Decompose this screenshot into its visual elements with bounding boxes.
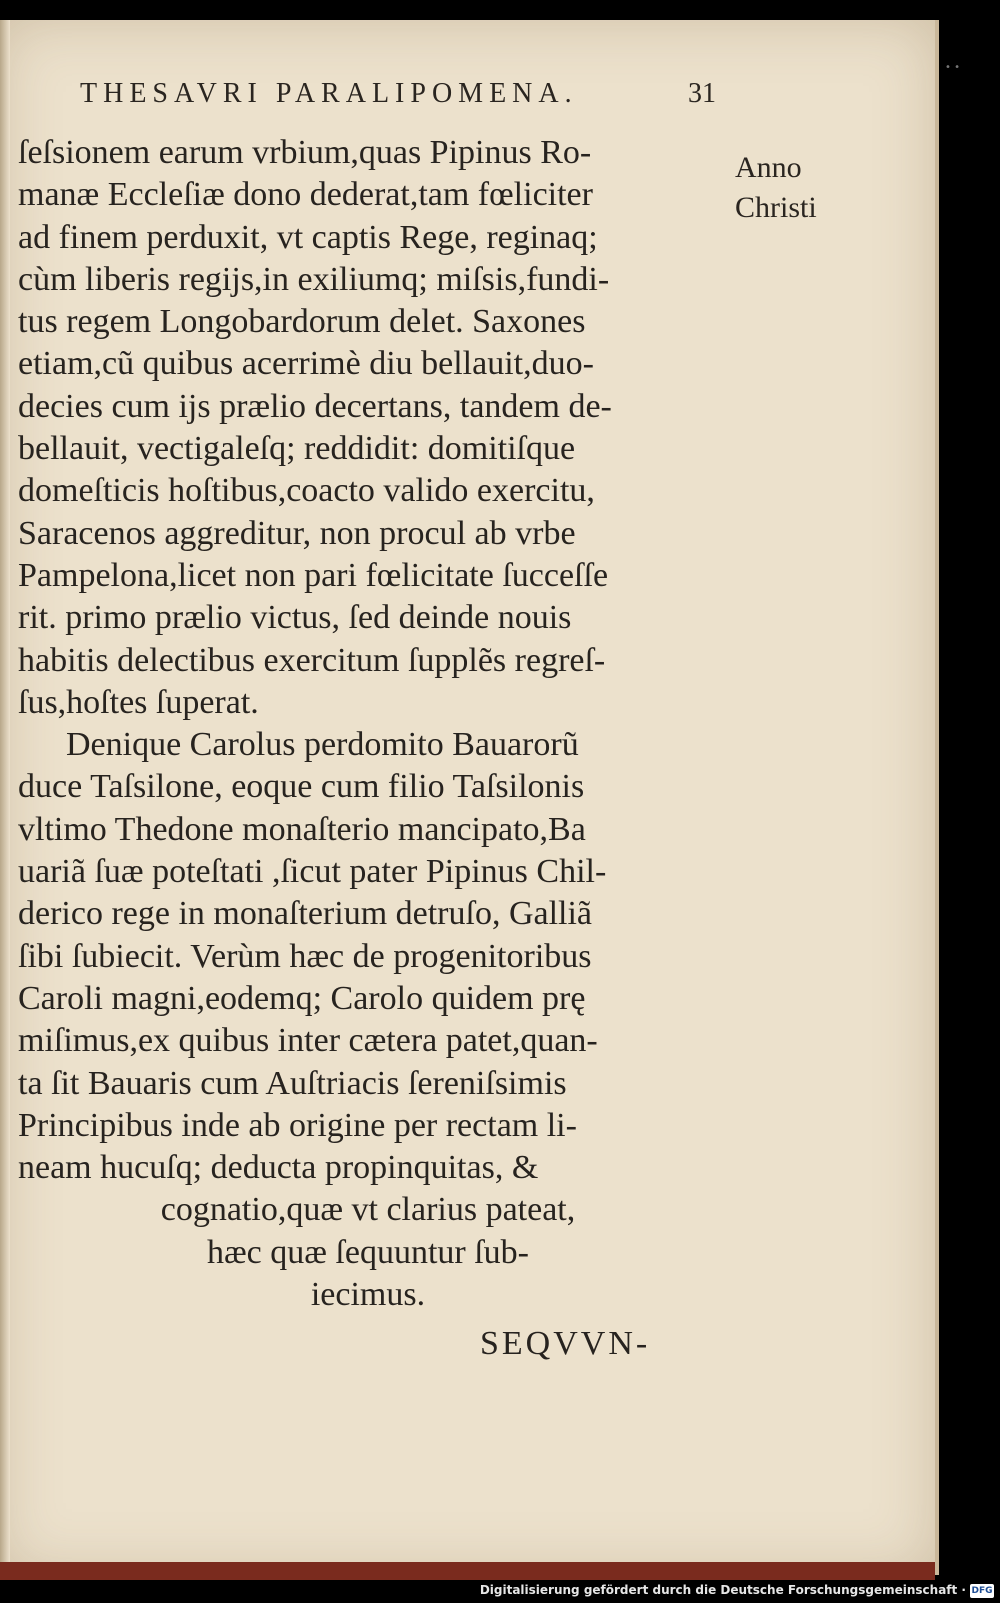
body-text <box>18 132 718 1316</box>
text-line: decies cum ijs prælio decertans, tandem de- <box>18 387 612 425</box>
text-line: vltimo Thedone monaſterio mancipato,Ba <box>18 810 586 848</box>
text-line: derico rege in monaſterium detruſo, Galliã <box>18 895 593 933</box>
margin-note <box>735 148 845 228</box>
text-line: ta ſit Bauaris cum Auſtriacis ſereniſsimis <box>18 1064 567 1102</box>
text-line: ſibi ſubiecit. Verùm hæc de progenitoribus <box>18 937 592 975</box>
digitization-credit: Digitalisierung gefördert durch die Deutsche Forschungsgemeinschaft · <box>479 1583 966 1597</box>
text-line: domeſticis hoſtibus,coacto valido exercitu, <box>18 472 595 510</box>
footer-bar <box>0 1580 1000 1603</box>
text-line: bellauit, vectigaleſq; reddidit: domitiſque <box>18 430 576 468</box>
text-line: ad finem perduxit, vt captis Rege, reginaq; <box>18 218 598 256</box>
text-line: Denique Carolus perdomito Bauarorũ <box>66 726 579 764</box>
page-spine-shadow <box>0 20 10 1575</box>
text-line: tus regem Longobardorum delet. Saxones <box>18 303 586 341</box>
text-line: cùm liberis regijs,in exiliumq; miſsis,fundi- <box>18 260 610 298</box>
text-line: habitis delectibus exercitum ſupplẽs regreſ- <box>18 641 606 679</box>
text-line: miſimus,ex quibus inter cætera patet,quan- <box>18 1022 598 1060</box>
scan-edge-marks: • • <box>945 62 960 73</box>
text-line: Saracenos aggreditur, non procul ab vrbe <box>18 514 576 552</box>
text-line: Caroli magni,eodemq; Carolo quidem prę <box>18 979 586 1017</box>
book-page <box>0 20 939 1575</box>
text-line: Principibus inde ab origine per rectam li- <box>18 1106 577 1144</box>
text-line: Pampelona,licet non pari fœlicitate ſucceſſe <box>18 556 609 594</box>
text-line: ſeſsionem earum vrbium,quas Pipinus Ro- <box>18 134 592 171</box>
running-head: THESAVRI PARALIPOMENA. <box>80 78 578 109</box>
text-line: iecimus. <box>310 1276 426 1314</box>
margin-note-line: Anno <box>735 151 802 184</box>
text-line: manæ Eccleſiæ dono dederat,tam fœliciter <box>18 176 593 214</box>
dfg-logo-icon: DFG <box>971 1586 993 1596</box>
text-line: cognatio,quæ vt clarius pateat, <box>160 1191 576 1229</box>
catchword: SEQVVN- <box>480 1325 651 1362</box>
text-line: rit. primo prælio victus, ſed deinde nouis <box>18 599 572 637</box>
folio-number: 31 <box>688 78 716 109</box>
text-line: ſus,hoſtes ſuperat. <box>18 683 259 721</box>
text-line: uariã ſuæ poteſtati ,ſicut pater Pipinus Chil- <box>18 853 607 891</box>
text-line: hæc quæ ſequuntur ſub- <box>206 1233 530 1271</box>
text-line: duce Taſsilone, eoque cum filio Taſsilonis <box>18 768 585 806</box>
text-line: neam hucuſq; deducta propinquitas, & <box>18 1149 539 1187</box>
margin-note-line: Christi <box>735 191 817 224</box>
text-line: etiam,cũ quibus acerrimè diu bellauit,duo- <box>18 345 594 383</box>
